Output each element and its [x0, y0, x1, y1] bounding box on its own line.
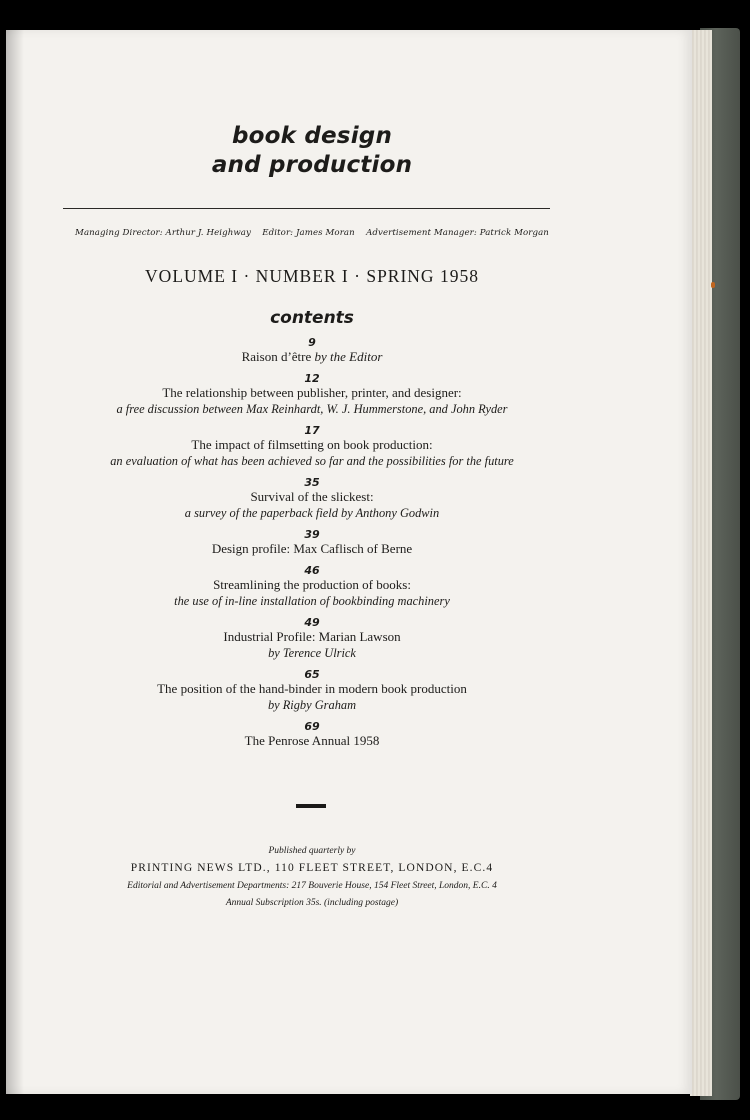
- toc-subtitle: by Terence Ulrick: [268, 646, 356, 660]
- toc-title: The position of the hand-binder in modern book production: [157, 681, 467, 696]
- toc-title: Streamlining the production of books:: [213, 577, 411, 592]
- toc-title: Survival of the slickest:: [250, 489, 374, 504]
- masthead-title: [6, 122, 618, 180]
- staff-credits: Managing Director: Arthur J. Heighway Editor: James Moran Advertisement Manager: Patrick Morgan: [75, 228, 549, 238]
- masthead-rule: [63, 208, 550, 209]
- issue-line: VOLUME I · NUMBER I · SPRING 1958: [145, 266, 479, 286]
- masthead-line-2: and production: [211, 152, 413, 178]
- toc-title-byline: by the Editor: [311, 349, 383, 364]
- toc-entry: [6, 720, 618, 749]
- toc-title: The impact of filmsetting on book production:: [191, 437, 433, 452]
- toc-title: Design profile: Max Caflisch of Berne: [211, 541, 413, 556]
- toc-subtitle: a survey of the paperback field by Anthony Godwin: [184, 506, 440, 520]
- toc-page-number: 49: [304, 616, 320, 629]
- section-dash: [296, 804, 326, 808]
- toc-entry: [6, 528, 618, 557]
- toc-page-number: 35: [304, 476, 320, 489]
- toc-page-number: 17: [304, 424, 320, 437]
- toc-subtitle: the use of in-line installation of bookbinding machinery: [174, 594, 450, 608]
- toc-title: The relationship between publisher, printer, and designer:: [162, 385, 462, 400]
- toc-title: Industrial Profile: Marian Lawson: [223, 629, 401, 644]
- toc-entry: [6, 424, 618, 469]
- toc-page-number: 9: [308, 336, 316, 349]
- publisher-line-3: Editorial and Advertisement Departments: 217 Bouverie House, 154 Fleet Street, London, E.C. 4: [127, 881, 497, 891]
- table-of-contents: [6, 336, 618, 749]
- toc-entry: [6, 372, 618, 417]
- toc-entry: [6, 616, 618, 661]
- masthead-line-1: book design: [231, 123, 393, 149]
- toc-title-text: Raison d’être: [241, 349, 312, 364]
- toc-page-number: 39: [304, 528, 320, 541]
- contents-heading: contents: [270, 308, 354, 328]
- toc-entry: [6, 668, 618, 713]
- toc-subtitle: an evaluation of what has been achieved so far and the possibilities for the future: [110, 454, 514, 468]
- publisher-line-1: Published quarterly by: [268, 846, 356, 856]
- toc-title: The Penrose Annual 1958: [244, 733, 380, 748]
- cover-stain: [711, 282, 715, 288]
- toc-entry: [6, 564, 618, 609]
- publisher-imprint: [6, 844, 618, 912]
- toc-page-number: 46: [304, 564, 320, 577]
- book-page: [6, 30, 692, 1094]
- page-edges: [690, 30, 712, 1096]
- toc-subtitle: a free discussion between Max Reinhardt, W. J. Hummerstone, and John Ryder: [116, 402, 508, 416]
- toc-title: [6, 349, 618, 365]
- toc-entry: [6, 336, 618, 365]
- toc-page-number: 69: [304, 720, 320, 733]
- publisher-line-4: Annual Subscription 35s. (including postage): [225, 898, 399, 908]
- publisher-line-2: PRINTING NEWS LTD., 110 FLEET STREET, LONDON, E.C.4: [130, 862, 494, 874]
- toc-subtitle: by Rigby Graham: [267, 698, 357, 712]
- toc-page-number: 12: [304, 372, 320, 385]
- toc-entry: [6, 476, 618, 521]
- toc-page-number: 65: [304, 668, 320, 681]
